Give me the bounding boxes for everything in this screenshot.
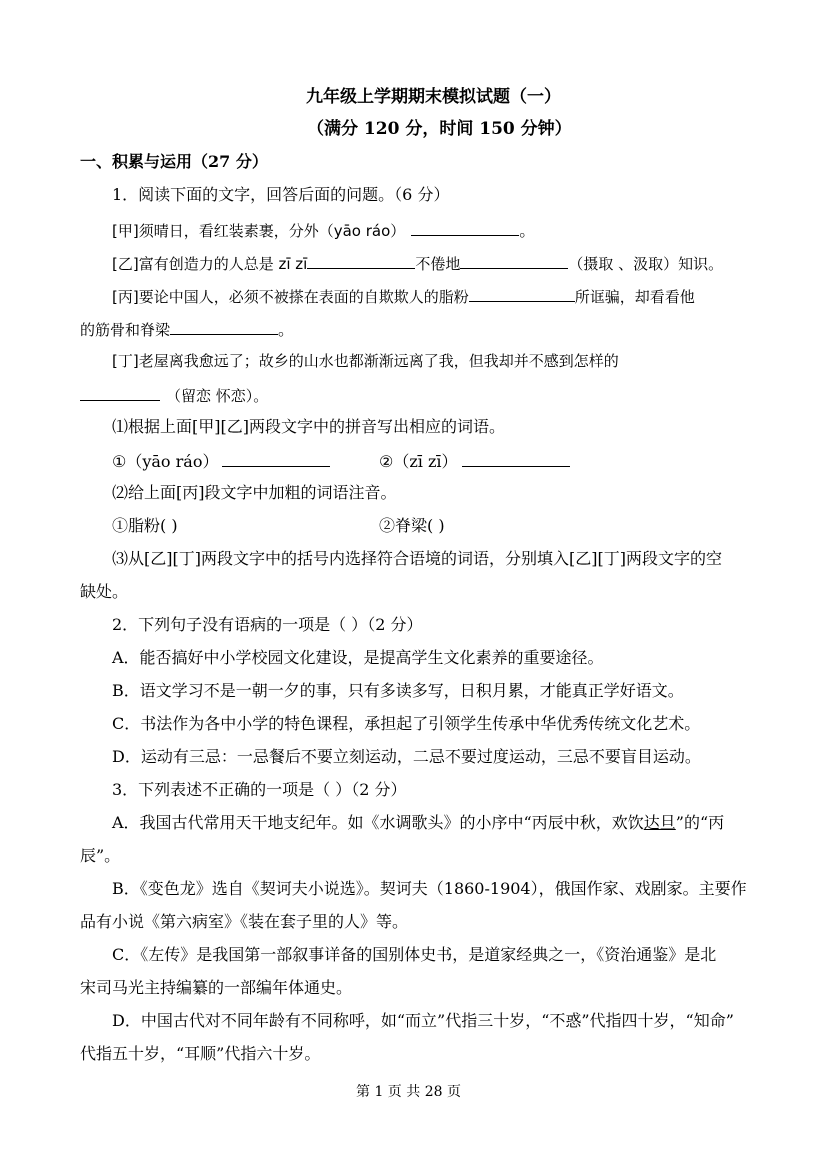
ding-text-a: [丁]老屋离我愈远了；故乡的山水也都渐渐远离了我，但我却并不感到怎样的	[112, 352, 619, 370]
q1-passage-ding-cont	[80, 384, 268, 406]
q3-option-c-line1: C．《左传》是我国第一部叙事详备的国别体史书，是道家经典之一，《资治通鉴》是北	[112, 945, 717, 964]
sub1-b-label: ②（zī zī）	[379, 452, 458, 471]
q2-option-a: A．能否搞好中小学校园文化建设，是提高学生文化素养的重要途径。	[112, 648, 604, 667]
yi-text-c: （摄取 、汲取）知识。	[568, 255, 724, 273]
q1-passage-yi	[112, 252, 723, 274]
ding-text-b: （留恋 怀恋）。	[166, 387, 269, 405]
q3-option-a-line1	[112, 813, 724, 833]
q3-stem: 3．下列表述不正确的一项是（ ）（2 分）	[112, 780, 407, 799]
q2-option-d: D．运动有三忌：一忌餐后不要立刻运动，二忌不要过度运动，三忌不要盲目运动。	[112, 747, 701, 766]
q1-sub3-line1: ⑶从[乙][丁]两段文字中的括号内选择符合语境的词语，分别填入[乙][丁]两段文字的空	[112, 549, 722, 568]
bing-text-b: 所诓骗，却看看他	[574, 288, 695, 306]
q2-option-b: B．语文学习不是一朝一夕的事，只有多读多写，日积月累，才能真正学好语文。	[112, 681, 684, 700]
bing-blank-1[interactable]	[469, 285, 575, 302]
ding-blank[interactable]	[80, 384, 160, 401]
bing-text-c: 的筋骨和脊梁	[80, 321, 171, 339]
q1-passage-bing	[112, 285, 695, 307]
q3-option-d-line1: D．中国古代对不同年龄有不同称呼，如“而立”代指三十岁，“不惑”代指四十岁，“知命”	[112, 1011, 734, 1030]
page-footer: 第 1 页 共 28 页	[356, 1084, 461, 1100]
bing-end: 。	[278, 320, 295, 339]
jia-end: 。	[519, 221, 536, 240]
q3-option-d-line2: 代指五十岁，“耳顺”代指六十岁。	[80, 1044, 321, 1063]
yi-text-b: 不倦地	[415, 255, 461, 273]
q1-sub1: ⑴根据上面[甲][乙]两段文字中的拼音写出相应的词语。	[112, 417, 505, 436]
q1-sub3-line2: 缺处。	[80, 582, 129, 601]
bing-blank-2[interactable]	[170, 318, 278, 335]
jia-blank[interactable]	[411, 219, 519, 236]
q3-option-b-line2: 品有小说《第六病室》《装在套子里的人》等。	[80, 912, 409, 931]
q3-a-text-end: ”的“丙	[675, 813, 725, 832]
q3-option-c-line2: 宋司马光主持编纂的一部编年体通史。	[80, 978, 353, 997]
q3-option-a-line2: 辰”。	[80, 846, 121, 865]
yi-blank-2[interactable]	[460, 252, 568, 269]
q1-sub2-a: ①脂粉( )	[112, 516, 178, 535]
section-heading: 一、积累与运用（27 分）	[80, 152, 268, 171]
q1-sub1-answers	[112, 450, 330, 472]
q3-a-underlined: 达旦	[643, 813, 676, 832]
bing-text-a: [丙]要论中国人，必须不被搽在表面的自欺欺人的脂粉	[112, 288, 469, 306]
q1-sub2-b: ②脊梁( )	[379, 516, 445, 535]
q2-option-c: C．书法作为各中小学的特色课程，承担起了引领学生传承中华优秀传统文化艺术。	[112, 714, 701, 733]
q3-a-text: A．我国古代常用天干地支纪年。如《水调歌头》的小序中“丙辰中秋，欢饮	[112, 813, 644, 832]
q1-stem: 1．阅读下面的文字，回答后面的问题。（6 分）	[112, 185, 450, 204]
sub1-b-blank[interactable]	[462, 450, 570, 467]
q1-passage-bing-cont	[80, 318, 294, 340]
exam-subtitle: （满分 120 分，时间 150 分钟）	[307, 119, 572, 139]
sub1-a-label: ①（yāo ráo）	[112, 452, 219, 471]
q1-sub1-answers-b	[379, 450, 570, 472]
exam-title: 九年级上学期期末模拟试题（一）	[306, 87, 561, 107]
q2-stem: 2．下列句子没有语病的一项是（ ）（2 分）	[112, 615, 423, 634]
yi-blank-1[interactable]	[307, 252, 415, 269]
q1-passage-ding	[112, 351, 619, 371]
q1-passage-jia	[112, 219, 535, 241]
jia-text: [甲]须晴日，看红装素裹，分外（yāo ráo）	[112, 222, 406, 240]
q1-sub2: ⑵给上面[丙]段文字中加粗的词语注音。	[112, 483, 397, 502]
yi-text-a: [乙]富有创造力的人总是 zī zī	[112, 255, 308, 273]
q3-option-b-line1: B．《变色龙》选自《契诃夫小说选》。契诃夫（1860-1904），俄国作家、戏剧家。主要作	[112, 879, 747, 898]
sub1-a-blank[interactable]	[222, 450, 330, 467]
